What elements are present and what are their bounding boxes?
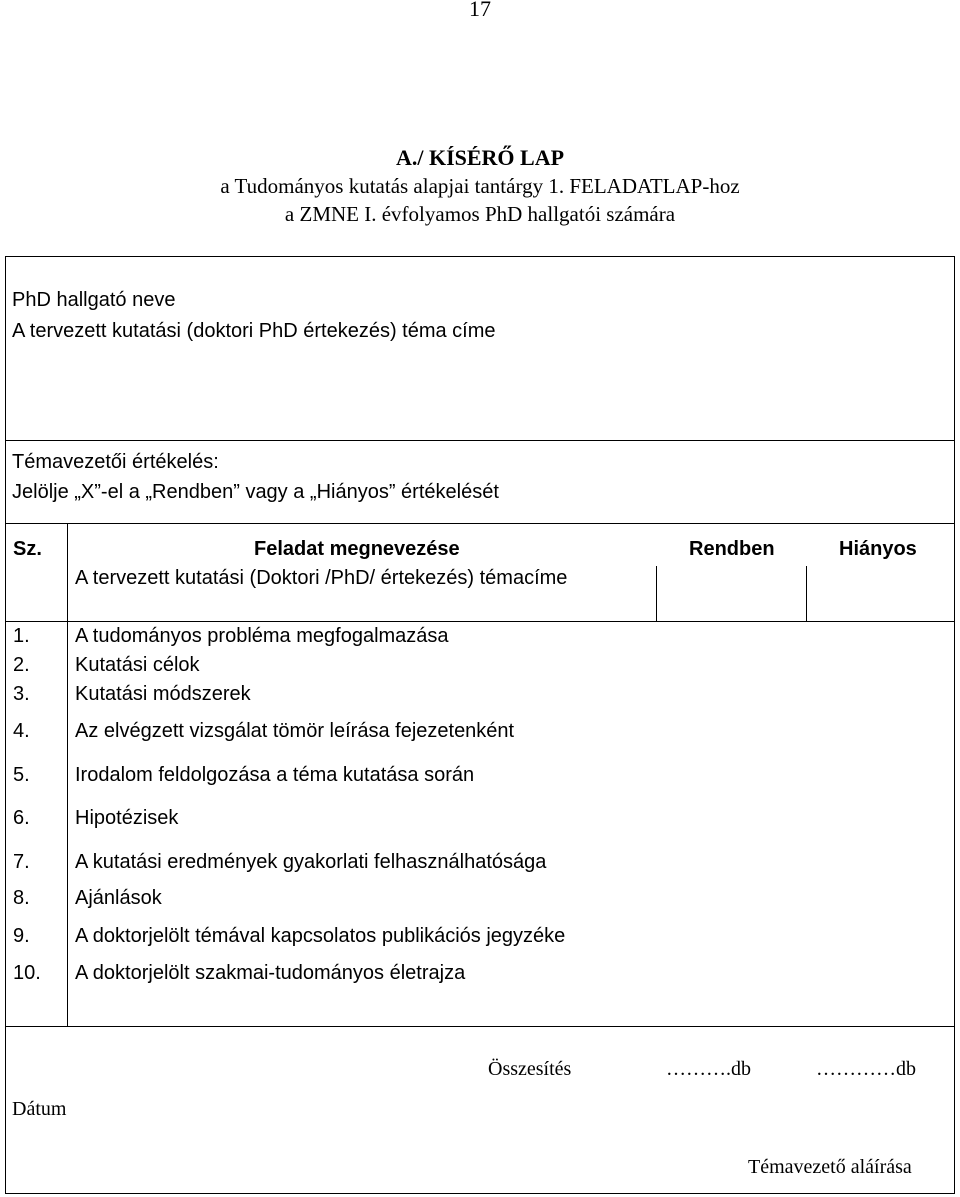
document-title: A./ KÍSÉRŐ LAP (395, 145, 565, 170)
student-name-label: PhD hallgató neve (12, 289, 176, 311)
signature-label: Témavezető aláírása (748, 1156, 912, 1178)
row-task: Hipotézisek (75, 807, 179, 829)
divider (5, 440, 955, 441)
row-task: Irodalom feldolgozása a téma kutatása során (75, 764, 475, 786)
page-number: 17 (469, 0, 491, 21)
intro-row-task: A tervezett kutatási (Doktori /PhD/ értekezés) témacíme (75, 567, 568, 589)
missing-count: …………db (816, 1058, 916, 1080)
row-number: 7. (13, 851, 30, 873)
row-number: 10. (13, 962, 41, 984)
col-divider (806, 566, 807, 621)
document-subtitle: a Tudományos kutatás alapjai tantárgy 1. FELADATLAP-hoz (220, 174, 740, 198)
header-task: Feladat megnevezése (254, 538, 460, 560)
row-task: A doktorjelölt szakmai-tudományos életrajza (75, 962, 466, 984)
row-number: 9. (13, 925, 30, 947)
row-task: Kutatási módszerek (75, 683, 251, 705)
header-number: Sz. (13, 538, 42, 560)
date-label: Dátum (12, 1098, 67, 1120)
row-number: 3. (13, 683, 30, 705)
row-divider (5, 621, 955, 622)
row-task: Kutatási célok (75, 654, 200, 676)
row-task: A doktorjelölt témával kapcsolatos publikációs jegyzéke (75, 925, 566, 947)
header-missing: Hiányos (839, 538, 917, 560)
row-task: A kutatási eredmények gyakorlati felhasználhatósága (75, 851, 547, 873)
summary-label: Összesítés (488, 1058, 572, 1080)
row-number: 6. (13, 807, 30, 829)
topic-title-label: A tervezett kutatási (doktori PhD értekezés) téma címe (12, 320, 496, 342)
row-number: 1. (13, 625, 30, 647)
row-number: 5. (13, 764, 30, 786)
row-number: 8. (13, 887, 30, 909)
col-divider (67, 523, 68, 1027)
document-subtitle-2: a ZMNE I. évfolyamos PhD hallgatói számára (284, 202, 676, 226)
evaluation-instructions: Jelölje „X”-el a „Rendben” vagy a „Hiányos” értékelését (12, 481, 499, 503)
row-task: A tudományos probléma megfogalmazása (75, 625, 449, 647)
ok-count: ……….db (666, 1058, 751, 1080)
col-divider (656, 566, 657, 621)
row-number: 2. (13, 654, 30, 676)
row-task: Ajánlások (75, 887, 162, 909)
evaluation-heading: Témavezetői értékelés: (12, 451, 219, 473)
row-number: 4. (13, 720, 30, 742)
header-ok: Rendben (689, 538, 775, 560)
row-task: Az elvégzett vizsgálat tömör leírása fejezetenként (75, 720, 515, 742)
